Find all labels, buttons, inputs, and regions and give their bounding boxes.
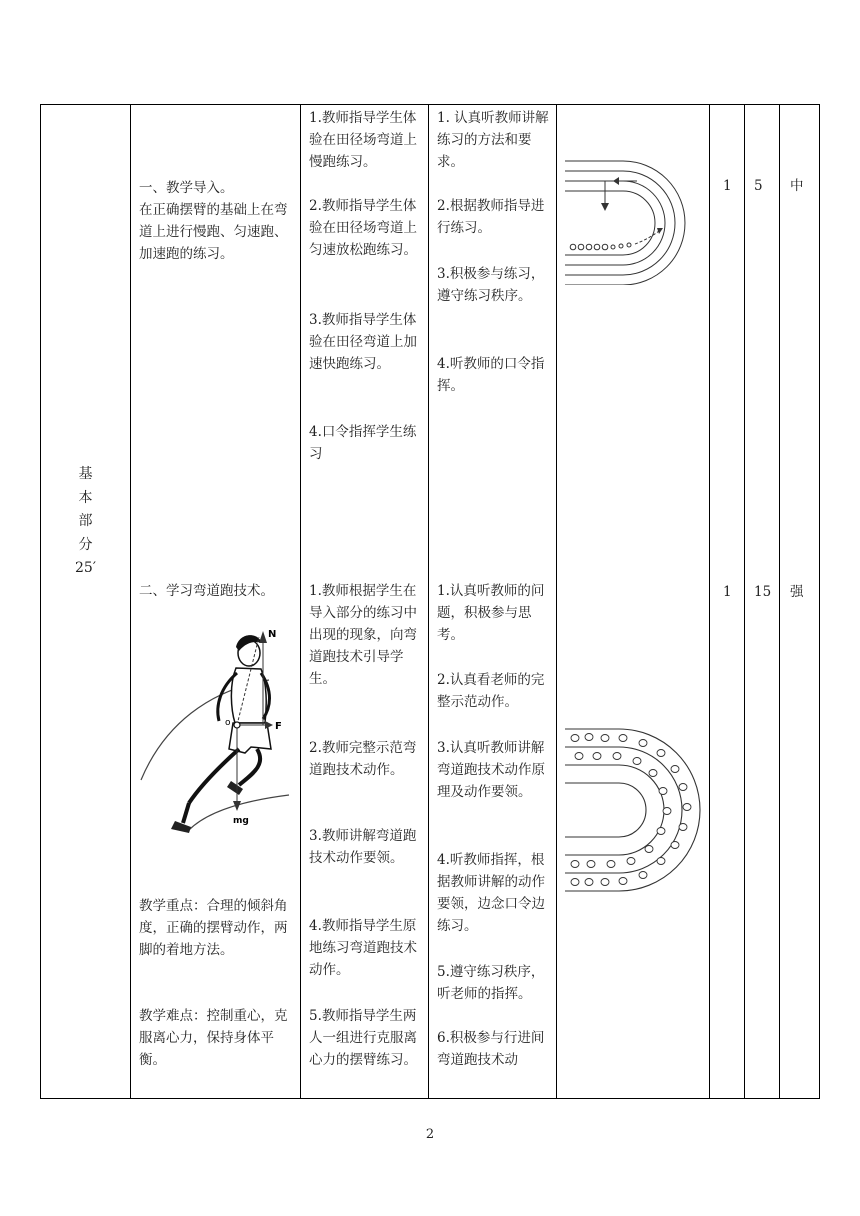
part2-minutes: 15: [754, 584, 772, 600]
student-step: 4.听教师指挥，根据教师讲解的动作要领，边念口令边练习。: [437, 852, 545, 934]
curve-running-figure: [139, 625, 294, 840]
teacher-step: 2.教师完整示范弯道跑技术动作。: [309, 740, 417, 778]
student-step: 1. 认真听教师讲解练习的方法和要求。: [437, 110, 549, 170]
part2-content: 二、学习弯道跑技术。: [139, 583, 274, 599]
student-step: 2.根据教师指导进行练习。: [437, 198, 545, 236]
lesson-plan-table: [40, 104, 820, 1099]
figure-label-n: N: [268, 629, 277, 640]
teacher-step: 1.教师指导学生体验在田径场弯道上慢跑练习。: [309, 110, 417, 170]
difficulty-point: 教学难点：控制重心，克服离心力，保持身体平衡。: [139, 1008, 288, 1068]
section-char: 基: [78, 466, 93, 482]
student-step: 3.认真听教师讲解弯道跑技术动作原理及动作要领。: [437, 740, 545, 800]
teacher-step: 2.教师指导学生体验在田径场弯道上匀速放松跑练习。: [309, 198, 417, 258]
key-point: 教学重点：合理的倾斜角度，正确的摆臂动作，两脚的着地方法。: [139, 898, 288, 958]
diagram-cell: [557, 105, 710, 1099]
track-jogging-diagram: [561, 155, 706, 285]
teacher-step: 3.教师指导学生体验在田径弯道上加速快跑练习。: [309, 312, 417, 372]
teacher-step: 4.教师指导学生原地练习弯道跑技术动作。: [309, 918, 417, 978]
student-step: 1.认真听教师的问题，积极参与思考。: [437, 583, 545, 643]
teacher-step: 1.教师根据学生在导入部分的练习中出现的现象，向弯道跑技术引导学生。: [309, 583, 417, 687]
student-step: 3.积极参与练习，遵守练习秩序。: [437, 266, 545, 304]
student-step: 4.听教师的口令指挥。: [437, 356, 545, 394]
part1-minutes: 5: [754, 178, 763, 194]
curve-track-diagram: [561, 725, 706, 895]
section-char: 本: [78, 489, 93, 506]
minutes-cell: [745, 105, 780, 1099]
part1-intensity: 中: [790, 178, 804, 194]
student-step: 6.积极参与行进间弯道跑技术动: [437, 1030, 545, 1068]
times-cell: [710, 105, 745, 1099]
figure-label-o: o: [225, 718, 231, 728]
part2-times: 1: [723, 584, 732, 600]
content-cell: [131, 105, 301, 1099]
section-cell: [41, 105, 131, 1099]
section-char: 分: [78, 536, 93, 553]
figure-label-f: F: [275, 721, 282, 732]
student-cell: [429, 105, 557, 1099]
student-step: 5.遵守练习秩序，听老师的指挥。: [437, 964, 545, 1002]
intensity-cell: [780, 105, 820, 1099]
section-duration: 25′: [75, 560, 96, 576]
teacher-step: 5.教师指导学生两人一组进行克服离心力的摆臂练习。: [309, 1008, 417, 1068]
part1-times: 1: [723, 178, 732, 194]
student-step: 2.认真看老师的完整示范动作。: [437, 672, 545, 710]
teacher-step: 3.教师讲解弯道跑技术动作要领。: [309, 828, 417, 866]
section-label: [41, 463, 130, 581]
part2-intensity: 强: [790, 584, 804, 600]
teacher-step: 4.口令指挥学生练习: [309, 424, 417, 462]
part1-content: 一、教学导入。 在正确摆臂的基础上在弯道上进行慢跑、匀速跑、加速跑的练习。: [139, 180, 288, 262]
page-number: 2: [425, 1127, 435, 1142]
section-char: 部: [78, 513, 93, 529]
teacher-cell: [301, 105, 429, 1099]
figure-label-mg: mg: [233, 816, 249, 826]
